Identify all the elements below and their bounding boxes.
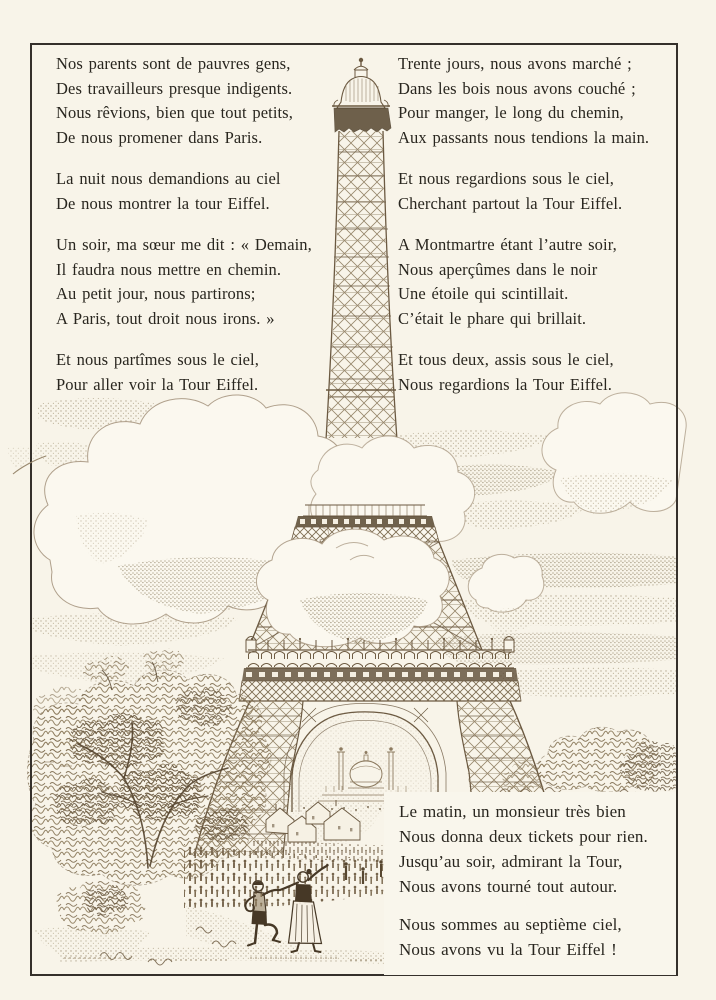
- stanza: [56, 167, 356, 216]
- stanza: [56, 348, 356, 397]
- poem-bottom-panel: [384, 792, 676, 975]
- poem-line: De nous montrer la tour Eiffel.: [56, 193, 270, 213]
- poem-line: Et nous partîmes sous le ciel,: [56, 350, 259, 369]
- poem-line: Nous avons vu la Tour Eiffel !: [399, 940, 617, 959]
- poem-line: Et tous deux, assis sous le ciel,: [398, 350, 614, 369]
- stanza: [398, 233, 698, 331]
- poem-line: Nous aperçûmes dans le noir: [398, 259, 598, 279]
- stanza: [56, 52, 356, 150]
- poem-line: Pour manger, le long du chemin,: [398, 103, 624, 122]
- poem-line: Jusqu’au soir, admirant la Tour,: [399, 852, 623, 871]
- poem-line: Des travailleurs presque indigents.: [56, 78, 293, 98]
- clouds-foreground-group: [256, 529, 544, 647]
- poem-column-left: [56, 52, 356, 414]
- stanza: [399, 799, 676, 899]
- stanza: [399, 912, 676, 962]
- poem-line: Aux passants nous tendions la main.: [398, 127, 650, 147]
- poem-line: Nous rêvions, bien que tout petits,: [56, 103, 293, 122]
- poem-line: Nous avons tourné tout autour.: [399, 877, 618, 896]
- poem-line: Nous regardions la Tour Eiffel.: [398, 374, 612, 394]
- poem-line: Nos parents sont de pauvres gens,: [56, 54, 291, 73]
- poem-line: Dans les bois nous avons couché ;: [398, 78, 636, 98]
- poem-line: Cherchant partout la Tour Eiffel.: [398, 193, 623, 213]
- poem-line: Nous donna deux tickets pour rien.: [399, 827, 648, 846]
- poem-line: Et nous regardions sous le ciel,: [398, 169, 614, 188]
- poem-line: A Montmartre étant l’autre soir,: [398, 235, 617, 254]
- crowd-group: [184, 840, 396, 908]
- poem-line: Nous sommes au septième ciel,: [399, 915, 622, 934]
- poem-line: De nous promener dans Paris.: [56, 127, 263, 147]
- poem-line: Pour aller voir la Tour Eiffel.: [56, 374, 259, 394]
- poem-line: A Paris, tout droit nous irons. »: [56, 308, 275, 328]
- poem-line: Il faudra nous mettre en chemin.: [56, 259, 282, 279]
- poem-line: Au petit jour, nous partirons;: [56, 284, 256, 303]
- poem-column-right: [398, 52, 698, 414]
- stanza: [398, 167, 698, 216]
- poem-line: La nuit nous demandions au ciel: [56, 169, 281, 188]
- stanza: [398, 348, 698, 397]
- stanza: [398, 52, 698, 150]
- poem-line: Le matin, un monsieur très bien: [399, 802, 626, 821]
- poem-line: Une étoile qui scintillait.: [398, 284, 569, 303]
- poem-line: Trente jours, nous avons marché ;: [398, 54, 632, 73]
- stanza: [56, 233, 356, 331]
- right-bushes-group: [500, 727, 676, 795]
- poem-line: C’était le phare qui brillait.: [398, 308, 587, 328]
- poem-line: Un soir, ma sœur me dit : « Demain,: [56, 235, 312, 254]
